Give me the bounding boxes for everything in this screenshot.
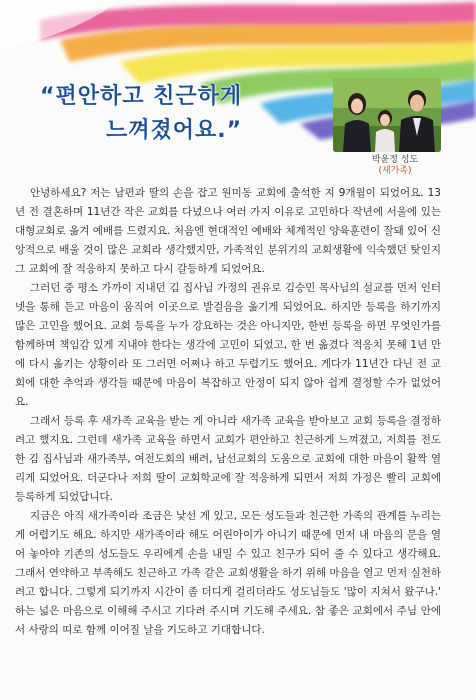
- author-name: 박윤정 성도: [371, 155, 419, 165]
- paragraph: 그러던 중 평소 가까이 지내던 김 집사님 가정의 권유로 김승민 목사님의 설교를 먼저 인터넷을 통해 듣고 마음이 움직여 이곳으로 발걸음을 옮기게 되었어요. 하지만 등록을 하기까지 많은 고민을 했어요. 교회 등록을 누가 강요하는 것은 아니지만, 한번 등록을 하면 무엇인가를 함께하며 책임감 있게 지내야 한다는 생각에 고민이 되었고, 한 번 옮겼다 적응치 못해 1년 만에 다시 옮기는 상황이라 또 그러면 어쩌나 하고 두렵기도 했어요. 게다가 11년간 다닌 전 교회에 대한 추억과 생각들 때문에 마음이 복잡하고 안정이 되지 않아 쉽게 결정할 수가 없었어요.: [15, 282, 441, 408]
- title-line-2: 느껴졌어요.”: [106, 118, 243, 143]
- paragraph: 그래서 등록 후 새가족 교육을 받는 게 아니라 새가족 교육을 받아보고 교회 등록을 결정하려고 했지요. 그런데 새가족 교육을 하면서 교회가 편안하고 친근하게 느껴졌고, 저희를 전도한 김 집사님과 새가족부, 여전도회의 배려, 남선교회의 도움으로 교회에 대한 마음이 활짝 열리게 되었어요. 더군다나 저희 딸이 교회학교에 잘 적응하게 되면서 저희 가정은 빨리 교회에 등록하게 되었답니다.: [15, 415, 441, 503]
- author-affiliation: (새가족): [378, 166, 412, 176]
- testimony-article: [15, 184, 441, 640]
- family-photo: [333, 78, 441, 152]
- paragraph: 안녕하세요? 저는 남편과 딸의 손을 잡고 원미동 교회에 출석한 지 9개월이 되었어요. 13년 전 결혼하며 11년간 작은 교회를 다녔으나 여러 가지 이유로 고민하다 작년에 서울에 있는 대형교회로 옮겨 예배를 드렸지요. 처음엔 현대적인 예배와 체계적인 양육훈련이 잘돼 있어 신앙적으로 배울 것이 많은 교회라 생각했지만, 가족적인 분위기의 교회생활에 익숙했던 탓인지 그 교회에 잘 적응하지 못하고 다시 갈등하게 되었어요.: [15, 187, 441, 275]
- title-line-1: “편안하고 친근하게: [40, 84, 243, 109]
- article-title: [40, 80, 242, 148]
- rainbow-header: [0, 0, 476, 180]
- author-caption: [360, 155, 430, 177]
- paragraph: 지금은 아직 새가족이라 조금은 낯선 게 있고, 모든 성도들과 친근한 가족의 관계를 누리는 게 어렵기도 해요. 하지만 새가족이라 해도 어린아이가 아니기 때문에 먼저 내 마음의 문을 열어 놓아야 기존의 성도들도 우리에게 손을 내밀 수 있고 친구가 되어 줄 수 있다고 생각해요. 그래서 연약하고 부족해도 친근하고 가족 같은 교회생활을 하기 위해 마음을 열고 먼저 실천하려고 합니다. 그렇게 되기까지 시간이 좀 더디게 걸리더라도 성도님들도 '많이 지쳐서 왔구나.' 하는 넓은 마음으로 이해해 주시고 기다려 주시며 기도해 주세요. 참 좋은 교회에서 주님 안에서 사랑의 띠로 함께 이어질 날을 기도하고 기대합니다.: [15, 510, 441, 636]
